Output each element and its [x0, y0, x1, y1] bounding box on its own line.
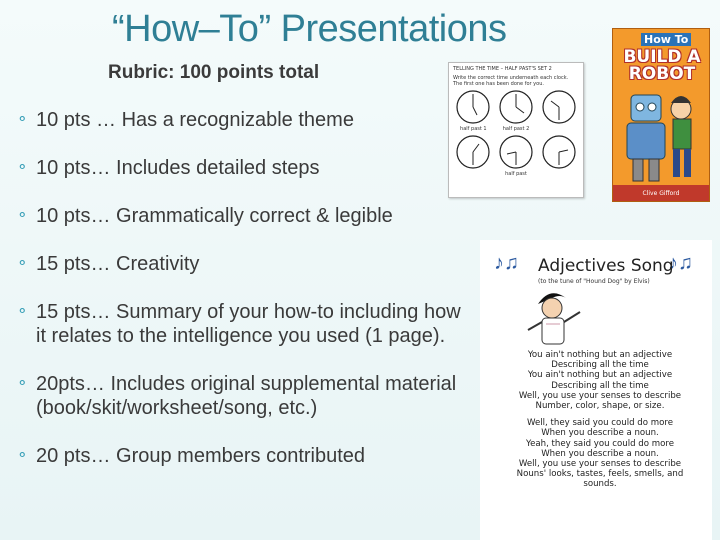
rubric-item — [14, 444, 474, 468]
book-author: Clive Gifford — [642, 190, 680, 197]
rubric-item-text: 10 pts … Has a recognizable theme — [36, 109, 354, 131]
song-subtitle: (to the tune of "Hound Dog" by Elvis) — [538, 278, 650, 285]
music-note-icon: ♪♫ — [668, 252, 693, 274]
rubric-item-text: 10 pts… Grammatically correct & legible — [36, 205, 393, 227]
worksheet-image — [448, 62, 584, 198]
rubric-item — [14, 252, 474, 276]
rubric-item — [14, 156, 474, 180]
bullet-icon: ⚬ — [16, 111, 29, 128]
lyric-line: Well, you use your senses to describe — [518, 459, 682, 470]
clock-caption: half past 2 — [502, 126, 530, 132]
clock-cell — [538, 134, 579, 177]
lyric-line: Well, they said you could do more — [527, 418, 673, 429]
clock-icon — [498, 134, 534, 170]
slide-title: “How–To” Presentations — [112, 8, 507, 50]
bullet-icon: ⚬ — [16, 303, 29, 320]
slide-subtitle: Rubric: 100 points total — [108, 62, 320, 83]
rubric-item-text: 20pts… Includes original supplemental material (book/skit/worksheet/song, etc.) — [36, 373, 457, 419]
lyric-line: Describing all the time — [551, 380, 649, 391]
bullet-icon: ⚬ — [16, 159, 29, 176]
rubric-item-text: 10 pts… Includes detailed steps — [36, 157, 320, 179]
clock-icon — [498, 89, 534, 125]
lyric-line: Well, you use your senses to describe — [518, 390, 682, 401]
elvis-illustration-icon — [520, 284, 590, 354]
bullet-icon: ⚬ — [16, 375, 29, 392]
book-title: BUILD A ROBOT — [623, 47, 701, 84]
worksheet-instructions: Write the correct time underneath each clock. The first one has been done for you. — [453, 75, 569, 87]
song-sheet-image — [480, 240, 712, 540]
clock-cell — [538, 89, 579, 132]
rubric-item-text: 20 pts… Group members contributed — [36, 445, 366, 467]
worksheet-header: TELLING THE TIME – HALF PAST'S SET 2 — [453, 66, 552, 72]
lyric-line: Yeah, they said you could do more — [525, 438, 675, 449]
clock-caption: half past — [505, 171, 527, 177]
song-title: Adjectives Song — [538, 256, 674, 276]
bullet-icon: ⚬ — [16, 447, 29, 464]
book-series: How To — [641, 33, 691, 46]
song-lyrics — [500, 350, 700, 490]
lyric-line: Nouns' looks, tastes, feels, smells, and sounds. — [516, 469, 684, 490]
rubric-item — [14, 204, 474, 228]
lyric-line: When you describe a noun. — [541, 448, 659, 459]
bullet-icon: ⚬ — [16, 255, 29, 272]
rubric-list — [14, 108, 474, 492]
rubric-item-text: 15 pts… Summary of your how-to including how it relates to the intelligence you used (1 page). — [36, 301, 461, 347]
clock-icon — [541, 134, 577, 170]
rubric-item — [14, 108, 474, 132]
clock-cell — [453, 89, 494, 132]
clock-icon — [455, 134, 491, 170]
robot-illustration-icon — [613, 29, 709, 201]
bullet-icon: ⚬ — [16, 207, 29, 224]
clock-icon — [455, 89, 491, 125]
clock-icon — [541, 89, 577, 125]
lyric-line: Describing all the time — [551, 360, 649, 371]
lyric-line: You ain't nothing but an adjective — [527, 370, 673, 381]
clock-cell — [453, 134, 494, 177]
rubric-item-text: 15 pts… Creativity — [36, 253, 200, 275]
music-note-icon: ♪♫ — [494, 252, 519, 274]
rubric-item — [14, 372, 474, 420]
clock-grid — [449, 87, 583, 179]
clock-cell — [496, 89, 537, 132]
clock-cell — [496, 134, 537, 177]
rubric-item — [14, 300, 474, 348]
clock-caption: half past 1 — [460, 126, 487, 132]
book-cover-image — [612, 28, 710, 202]
lyric-line: Number, color, shape, or size. — [535, 401, 665, 412]
lyric-line: When you describe a noun. — [541, 428, 659, 439]
lyric-line: You ain't nothing but an adjective — [527, 350, 673, 360]
